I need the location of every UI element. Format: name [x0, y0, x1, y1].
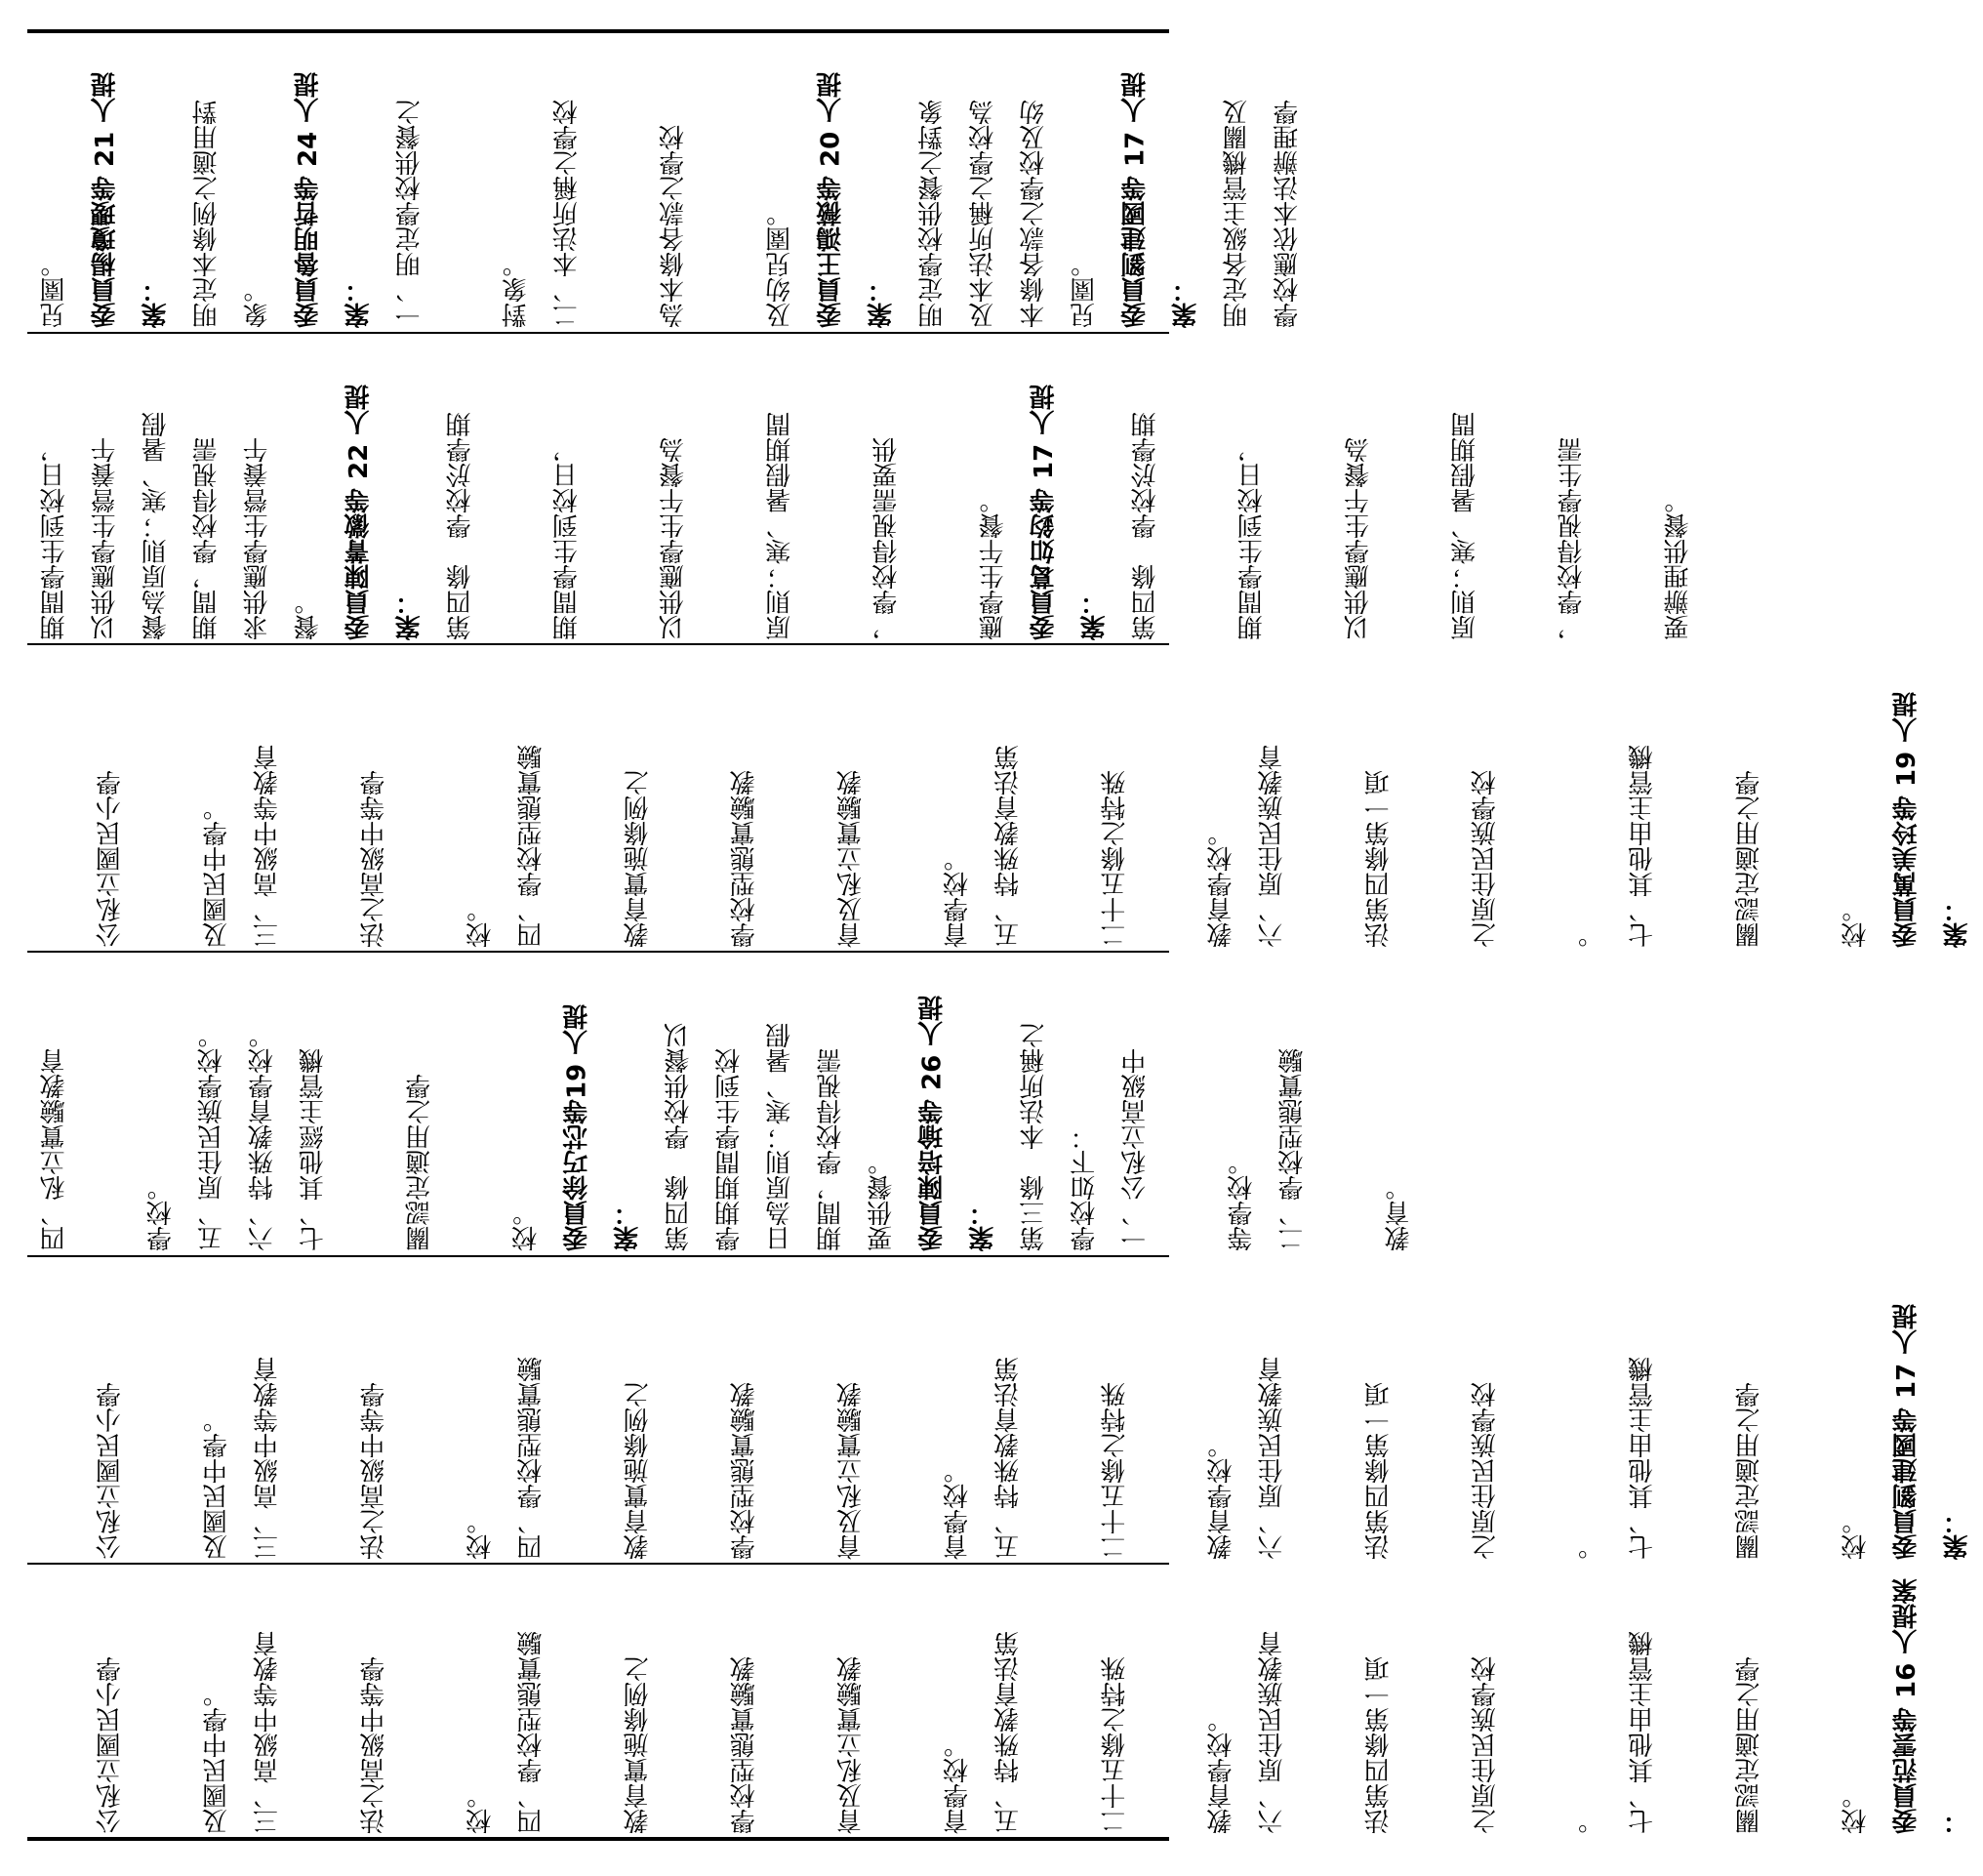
text-line: 兒園。	[40, 252, 69, 328]
proposer-heading: 案：	[344, 277, 374, 328]
text-line: 對象。	[502, 252, 532, 328]
text-line: 育及私立實驗教	[836, 1382, 867, 1560]
text-line: 原則；寒、暑假期間	[1450, 412, 1480, 640]
section-divider	[27, 1563, 1169, 1565]
text-line: 及國民中學。	[202, 795, 232, 948]
text-line: 之原住民族學校	[1471, 1656, 1501, 1834]
text-line: 校。	[465, 897, 496, 948]
text-line: 等學校。	[1227, 1150, 1257, 1251]
bottom-rule	[27, 1837, 1169, 1841]
text-line: 校。	[511, 1201, 542, 1251]
text-line: 六、原住民族教育	[1257, 745, 1287, 948]
top-rule	[27, 29, 1169, 33]
text-line: 二十五條之特殊	[1100, 770, 1130, 948]
text-line: 明定本條例之適用對	[192, 100, 222, 328]
proposer-heading: 委員陳培瑜等 26 人提	[917, 995, 948, 1251]
text-line: 教育實施條例之	[623, 1382, 653, 1560]
text-line: 教育學校。	[1206, 821, 1236, 948]
text-line: 及國民中學。	[202, 1682, 232, 1834]
text-line: 學期期間學生到校	[714, 1048, 745, 1251]
text-line: 應學生午餐。	[978, 488, 1008, 640]
text-line: 法第四條第一項	[1364, 1656, 1395, 1834]
text-line: 第四條 學校供餐以	[664, 1023, 694, 1251]
section-divider	[27, 951, 1169, 953]
proposer-heading: 委員陳菁徽等 22 人提	[344, 384, 374, 640]
text-section-2	[29, 336, 1693, 640]
proposer-heading: 委員萬美玲等 19 人提	[1891, 691, 1922, 948]
text-section-3	[29, 647, 1972, 948]
text-line: 餐為原則；寒、暑假	[142, 412, 171, 640]
text-line: 校。	[1841, 1509, 1871, 1560]
text-line: 學校型態實驗教	[730, 1382, 760, 1560]
text-line: ，學校得視需要供	[871, 437, 902, 640]
text-line: 四、學校型態實驗	[516, 745, 546, 948]
text-section-4	[29, 955, 1414, 1251]
text-line: 關認定適用之學	[1734, 1656, 1764, 1834]
text-line: 。	[1577, 1534, 1607, 1560]
text-line: 。	[1577, 922, 1607, 948]
text-line: 關認定適用之學	[405, 1074, 435, 1251]
text-line: 一、公私立高級中	[1120, 1048, 1151, 1251]
text-line: 關認定適用之學	[1734, 770, 1764, 948]
text-line: 七、其他由主管機	[1628, 745, 1658, 948]
text-line: 學校。	[146, 1175, 177, 1251]
proposer-heading: 委員魯明哲等 24 人提	[294, 71, 323, 328]
text-line: 以供應學生營養午	[91, 437, 120, 640]
text-line: 一、明定學校供餐之	[395, 100, 425, 328]
text-line: 明定學校供餐之對象	[917, 100, 948, 328]
text-line: 育及私立實驗教	[836, 770, 867, 948]
text-line: 公私立國民小學	[96, 1656, 126, 1834]
text-line: 教育實施條例之	[623, 1656, 653, 1834]
text-line: 第四條 學校於學期	[1130, 412, 1160, 640]
text-line: 公私立國民小學	[96, 770, 126, 948]
proposer-heading: 案：	[1942, 897, 1972, 948]
text-line: 兒園。	[1070, 252, 1100, 328]
text-line: 校。	[1841, 1783, 1871, 1834]
section-text	[29, 336, 1693, 640]
text-line: 第四條 學校於學期	[446, 412, 475, 640]
text-line: 法之高級中等學	[359, 1656, 389, 1834]
text-line: 校。	[1841, 897, 1871, 948]
text-line: 餐。	[294, 590, 323, 640]
proposer-heading: 委員范雲等 16 人提案	[1891, 1577, 1922, 1834]
section-divider	[27, 332, 1169, 334]
proposer-heading: 案：	[142, 277, 171, 328]
text-line: 學校如下：	[1070, 1124, 1100, 1251]
text-line: 求供應學生營養午	[243, 437, 272, 640]
text-line: 四、學校型態實驗	[516, 1631, 546, 1834]
text-line: 教育。	[1384, 1175, 1414, 1251]
text-line: 期間學生到校日，	[552, 437, 583, 640]
section-text	[29, 1259, 1972, 1560]
proposer-heading: 案：	[395, 590, 425, 640]
text-line: 期間學生到校日，	[1237, 437, 1268, 640]
text-line: 法第四條第一項	[1364, 1382, 1395, 1560]
section-text	[29, 1567, 1972, 1834]
text-line: 五、特殊教育法第	[993, 1631, 1024, 1834]
text-section-6	[29, 1567, 1972, 1834]
text-section-5	[29, 1259, 1972, 1560]
text-line: 二、本法所稱之學校	[552, 100, 583, 328]
text-line: 要供餐。	[867, 1150, 897, 1251]
text-line: 以供應學生午餐為	[1344, 437, 1374, 640]
proposer-heading: 案：	[1079, 590, 1110, 640]
text-line: 要辦理供餐。	[1663, 488, 1693, 640]
text-line: 教育實施條例之	[623, 770, 653, 948]
text-line: 明定各級主管機關及	[1222, 100, 1252, 328]
text-line: 及幼兒園。	[765, 201, 795, 328]
text-line: 三、高級中等教育	[253, 1357, 283, 1560]
text-line: 教育學校。	[1206, 1707, 1236, 1834]
proposer-heading: 委員劉建國等 17 人提	[1120, 71, 1151, 328]
text-line: 六、特殊教育學校。	[248, 1023, 278, 1251]
text-line: 法第四條第一項	[1364, 770, 1395, 948]
text-line: 法之高級中等學	[359, 1382, 389, 1560]
section-text	[29, 955, 1414, 1251]
text-line: 四、私立實驗教育	[40, 1048, 69, 1251]
proposer-heading: 案：	[968, 1201, 998, 1251]
text-line: 五、特殊教育法第	[993, 1357, 1024, 1560]
text-line: 期間，學校得視需	[192, 437, 222, 640]
proposer-heading: 委員葛如鈞等 17 人提	[1029, 384, 1059, 640]
section-divider	[27, 643, 1169, 645]
proposer-heading: 案：	[613, 1201, 643, 1251]
text-line: 之原住民族學校	[1471, 770, 1501, 948]
text-line: 期間學生到校日，	[40, 437, 69, 640]
text-line: 以供應學生午餐為	[659, 437, 689, 640]
proposer-heading: 案：	[867, 277, 897, 328]
text-line: 七、其他由主管機	[1628, 1357, 1658, 1560]
text-line: 四、學校型態實驗	[516, 1357, 546, 1560]
text-line: 為本條各款之學校	[659, 125, 689, 328]
text-line: 教育學校。	[1206, 1433, 1236, 1560]
text-line: 公私立國民小學	[96, 1382, 126, 1560]
text-line: 育學校。	[943, 846, 973, 948]
section-text	[29, 647, 1972, 948]
proposer-heading: 委員王鴻薇等 20 人提	[816, 71, 846, 328]
text-line: 本條各款之學校及幼	[1019, 100, 1049, 328]
text-line: 二、學校型態實驗	[1277, 1048, 1308, 1251]
text-line: 學校型態實驗教	[730, 1656, 760, 1834]
text-line: 校。	[465, 1783, 496, 1834]
section-text	[29, 35, 1303, 328]
text-line: 及國民中學。	[202, 1407, 232, 1560]
text-line: 六、原住民族教育	[1257, 1357, 1287, 1560]
text-line: 五、特殊教育法第	[993, 745, 1024, 948]
text-line: 法之高級中等學	[359, 770, 389, 948]
text-line: 學校應依本法辦理學	[1273, 100, 1303, 328]
proposer-heading: ：	[1942, 1809, 1972, 1834]
text-line: 第三條 本法所稱之	[1019, 1023, 1049, 1251]
text-line: 三、高級中等教育	[253, 1631, 283, 1834]
text-line: 育學校。	[943, 1733, 973, 1834]
text-line: 期間，學校得視需	[816, 1048, 846, 1251]
text-line: ，學校得視學生需	[1557, 437, 1587, 640]
proposer-heading: 案：	[1942, 1509, 1972, 1560]
text-line: 校。	[465, 1509, 496, 1560]
proposer-heading: 委員徐巧芯等19 人提	[562, 1003, 592, 1251]
text-line: 象。	[243, 277, 272, 328]
text-section-1	[29, 35, 1303, 328]
proposer-heading: 委員劉建國等 17 人提	[1891, 1303, 1922, 1560]
text-line: 七、其他經主管機	[299, 1048, 329, 1251]
proposer-heading: 委員楊瓊瓔等 21 人提	[91, 71, 120, 328]
text-line: 及本法所稱之學校為	[968, 100, 998, 328]
text-line: 七、其他由主管機	[1628, 1631, 1658, 1834]
text-line: 育學校。	[943, 1458, 973, 1560]
text-line: 關認定適用之學	[1734, 1382, 1764, 1560]
text-line: 原則；寒、暑假期間	[765, 412, 795, 640]
text-line: 育及私立實驗教	[836, 1656, 867, 1834]
text-line: 六、原住民族教育	[1257, 1631, 1287, 1834]
text-line: 五、原住民族學校。	[197, 1023, 227, 1251]
text-line: 。	[1577, 1809, 1607, 1834]
text-line: 日為原則；寒、暑假	[765, 1023, 795, 1251]
text-line: 二十五條之特殊	[1100, 1382, 1130, 1560]
section-divider	[27, 1255, 1169, 1257]
proposer-heading: 案：	[1171, 277, 1201, 328]
text-line: 之原住民族學校	[1471, 1382, 1501, 1560]
text-line: 二十五條之特殊	[1100, 1656, 1130, 1834]
text-line: 學校型態實驗教	[730, 770, 760, 948]
text-line: 三、高級中等教育	[253, 745, 283, 948]
